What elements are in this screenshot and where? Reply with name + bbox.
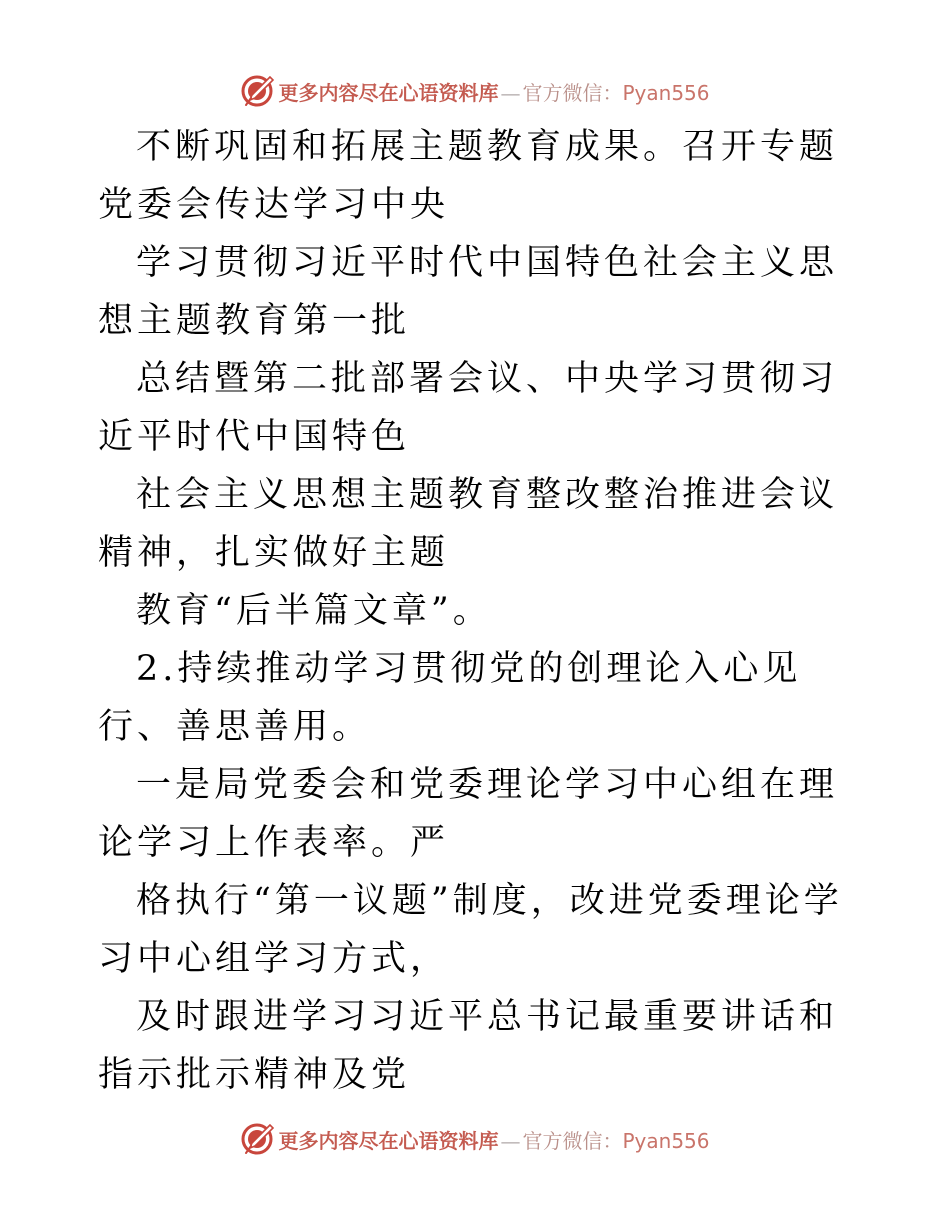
quill-pen-logo-icon bbox=[240, 74, 274, 108]
footer-contact-label: 官方微信： bbox=[522, 1128, 623, 1153]
header-site-name: 更多内容尽在心语资料库 bbox=[278, 80, 499, 105]
footer-contact-id: Pyan556 bbox=[622, 1128, 710, 1153]
header-dash: — bbox=[500, 80, 521, 105]
header-contact-id: Pyan556 bbox=[622, 80, 710, 105]
paragraph: 学习贯彻习近平时代中国特色社会主义思想主题教育第一批 bbox=[98, 243, 839, 341]
header-contact-label: 官方微信： bbox=[522, 80, 623, 105]
footer-site-name: 更多内容尽在心语资料库 bbox=[278, 1128, 499, 1153]
paragraph: 及时跟进学习习近平总书记最重要讲话和指示批示精神及党 bbox=[98, 997, 839, 1095]
footer-dash: — bbox=[500, 1128, 521, 1153]
header-banner-text bbox=[278, 77, 709, 106]
paragraph: 不断巩固和拓展主题教育成果。召开专题党委会传达学习中央 bbox=[98, 127, 839, 225]
paragraph: 2.持续推动学习贯彻党的创理论入心见行、善思善用。 bbox=[98, 649, 802, 747]
paragraph: 一是局党委会和党委理论学习中心组在理论学习上作表率。严 bbox=[98, 765, 839, 863]
document-body bbox=[98, 118, 858, 1104]
paragraph: 社会主义思想主题教育整改整治推进会议精神，扎实做好主题 bbox=[98, 475, 839, 573]
header-banner[interactable] bbox=[0, 71, 950, 111]
footer-banner[interactable] bbox=[0, 1119, 950, 1159]
footer-banner-text bbox=[278, 1125, 709, 1154]
paragraph: 格执行“第一议题”制度，改进党委理论学习中心组学习方式， bbox=[98, 881, 843, 979]
paragraph: 总结暨第二批部署会议、中央学习贯彻习近平时代中国特色 bbox=[98, 359, 839, 457]
quill-pen-logo-icon bbox=[240, 1122, 274, 1156]
paragraph: 教育“后半篇文章”。 bbox=[136, 591, 492, 631]
